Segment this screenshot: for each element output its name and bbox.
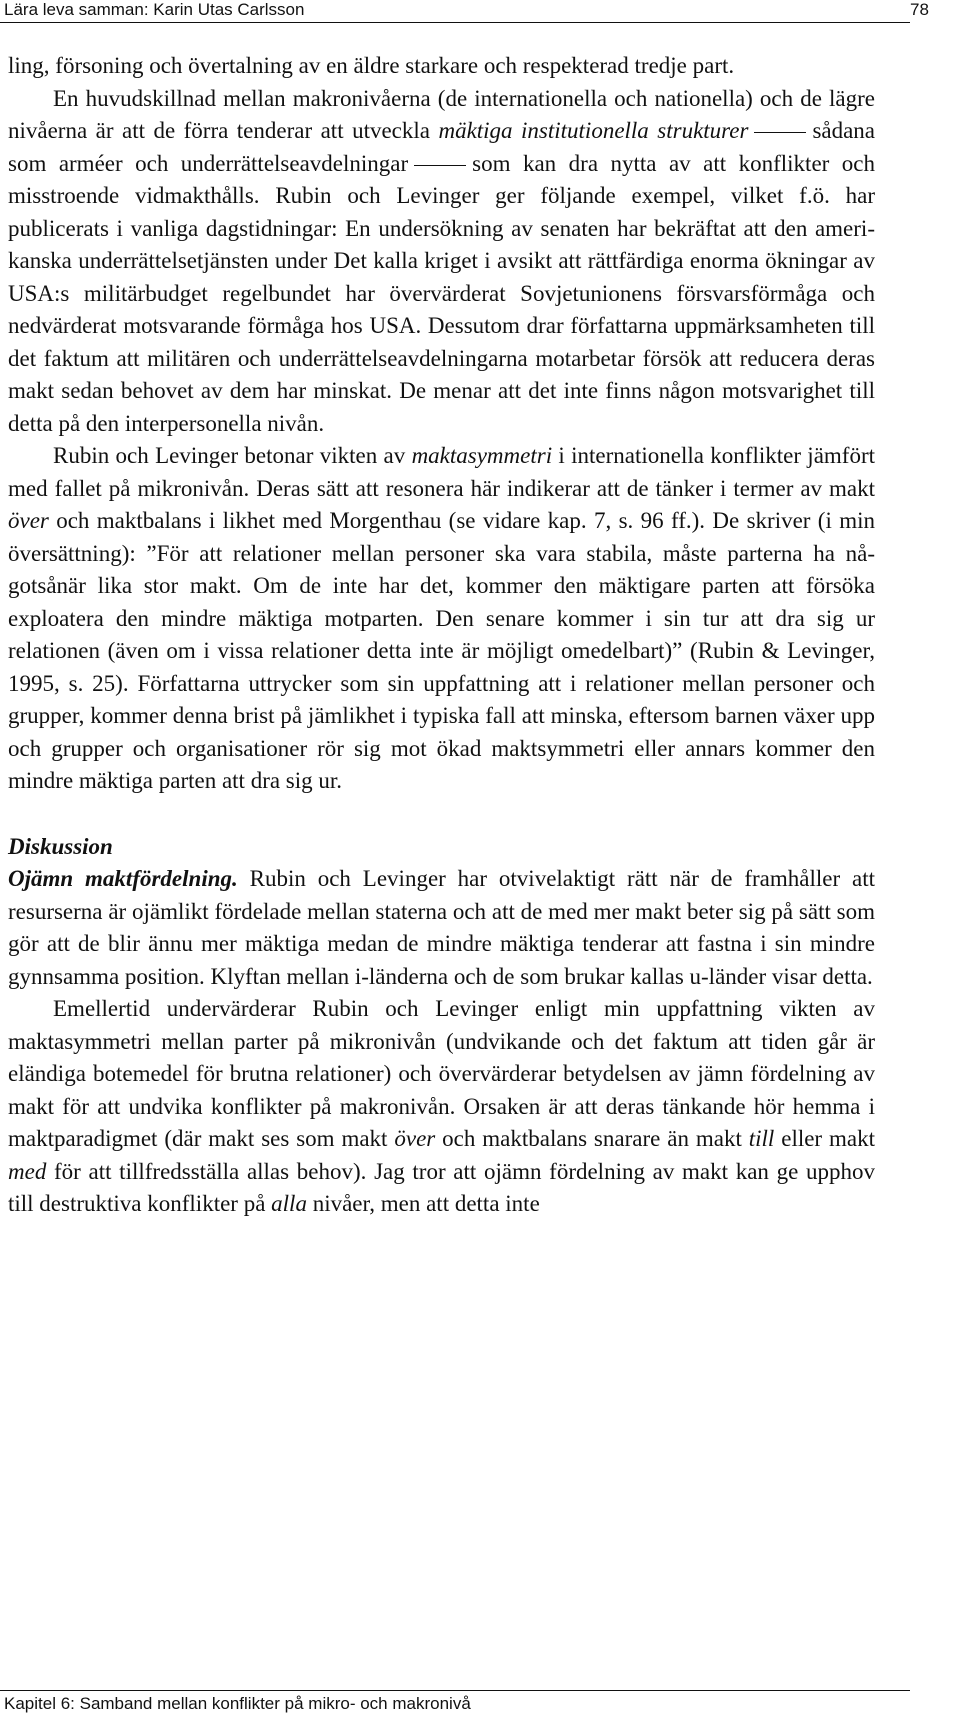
- paragraph-text: Rubin och Levinger har otvivelaktigt rätt när de framhåller att resurserna är ojämlikt fördelade mellan staterna och att de med mer makt beter sig på sätt som gör att de blir ännu mer mäktiga medan de mindre mäktiga tenderar att fastna i sin mindre gynnsamma position. Klyftan mellan i-länderna och de som brukar kallas u-länder visar detta.: [8, 866, 875, 989]
- paragraph-text: nivåer, men att detta inte: [306, 1191, 540, 1216]
- paragraph-text: som kan dra nytta av att konflikter och misstroende vidmakthålls. Rubin och Levinger ger följande exempel, vilket f.ö. har publicerats i vanliga dagstidningar: En undersökning av senaten har bekräftat att den amerikanska underrättelsetjänsten under Det kalla kriget i avsikt att rättfärdiga enorma ökningar av USA:s militärbudget regelbundet har övervärderat Sovjetunionens försvarsförmåga och nedvärderat motsvarande förmåga hos USA. Dessutom drar författarna uppmärksamheten till det faktum att militären och underrättelseavdelningarna motarbetar försök att reducera deras makt sedan behovet av dem har minskat. De menar att det inte finns någon motsvarighet till detta på den interpersonella nivån.: [8, 150, 875, 436]
- paragraph-text: eller makt: [774, 1126, 875, 1151]
- em-dash: [414, 165, 466, 166]
- paragraph-text: i internationella konflikter jämfört med fallet på mikronivån. Deras sätt att resonera här indikerar att de tänker i termer av makt: [8, 443, 875, 501]
- paragraph: [8, 993, 875, 1221]
- body-text: [8, 50, 875, 1221]
- emphasis-text: över: [394, 1126, 436, 1151]
- paragraph-text: En huvudskillnad mellan makronivåerna (de internationella och nationella) och de lägre nivåerna är att de förra tenderar att utveckla: [8, 85, 875, 143]
- paragraph: [8, 863, 875, 993]
- page-footer: Kapitel 6: Samband mellan konflikter på mikro- och makronivå: [4, 1694, 471, 1713]
- emphasis-text: alla: [271, 1191, 307, 1216]
- section-heading: Diskussion: [8, 833, 113, 859]
- paragraph: [8, 83, 875, 441]
- paragraph-text: ling, försoning och övertalning av en äldre starkare och respekterad tredje part.: [8, 53, 735, 78]
- em-dash: [754, 132, 806, 133]
- emphasis-text: maktasymmetri: [411, 443, 553, 468]
- page-header: [0, 0, 960, 22]
- emphasis-text: över: [8, 508, 49, 533]
- paragraph: [8, 50, 875, 83]
- paragraph-text: och maktbalans snarare än makt: [435, 1126, 749, 1151]
- paragraph: [8, 440, 875, 798]
- run-in-heading: Ojämn maktfördelning.: [8, 866, 238, 891]
- paragraph-text: Emellertid undervärderar Rubin och Levinger enligt min uppfattning vikten av maktasymmetri mellan parter på mikronivån (undvikande och det faktum att tiden går är eländiga botemedel för brutna relationer) och övervärderar betydelsen av jämn fördelning av makt för att undvika konflikter på makronivån. Orsaken är att deras tänkande hör hemma i maktparadigmet (där makt ses som makt: [8, 996, 875, 1151]
- emphasis-text: med: [8, 1158, 47, 1184]
- paragraph-text: för att tillfredsställa allas behov). Jag tror att ojämn fördelning av makt kan ge upphov till destruktiva konflikter på: [8, 1158, 875, 1216]
- emphasis-text: till: [748, 1126, 775, 1151]
- header-rule: [0, 22, 910, 23]
- running-title: Lära leva samman: Karin Utas Carlsson: [4, 0, 305, 19]
- paragraph-text: Rubin och Levinger betonar vikten av: [53, 443, 412, 468]
- page-number: 78: [910, 0, 929, 19]
- paragraph-text: sådana som arméer och underrättelseavdelningar: [8, 118, 876, 176]
- emphasis-text: mäktiga institutionella strukturer: [438, 118, 749, 143]
- paragraph-text: och maktbalans i likhet med Morgenthau (se vidare kap. 7, s. 96 ff.). De skriver (i min översättning): ”För att relationer mellan personer ska vara stabila, måste parterna ha någotsånär lika stor makt. Om de inte har det, kommer den mäktigare parten att försöka exploatera den mindre mäktiga motparten. Den senare kommer i sin tur att dra sig ur relationen (även om i vissa relationer detta inte är möjligt omedelbart)” (Rubin & Levinger, 1995, s. 25). Författarna uttrycker som sin uppfattning att i relationer mellan personer och grupper, kommer denna brist på jämlikhet i typiska fall att minska, eftersom barnen växer upp och grupper och organisationer rör sig mot ökad maktsymmetri eller annars kommer den mindre mäktiga parten att dra sig ur.: [8, 508, 875, 793]
- footer-rule: [0, 1690, 910, 1691]
